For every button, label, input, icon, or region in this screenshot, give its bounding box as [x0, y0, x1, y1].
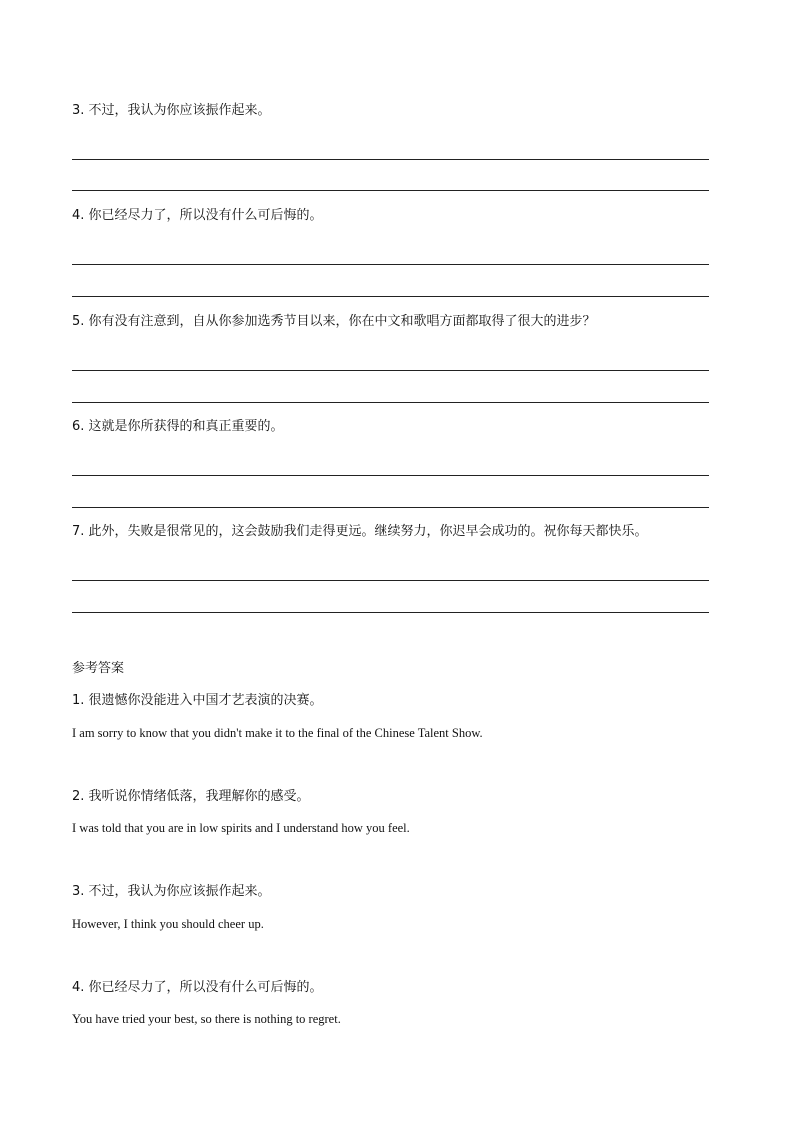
answer-3-chinese: 3. 不过，我认为你应该振作起来。: [72, 884, 271, 899]
answer-line: [72, 264, 709, 265]
answers-heading: 参考答案: [72, 661, 125, 676]
question-4-text: 4. 你已经尽力了，所以没有什么可后悔的。: [72, 208, 323, 223]
answer-3-english: However, I think you should cheer up.: [72, 917, 264, 931]
answer-1-english: I am sorry to know that you didn't make it to the final of the Chinese Talent Show.: [72, 726, 483, 740]
question-3-text: 3. 不过，我认为你应该振作起来。: [72, 103, 271, 118]
answer-2-chinese: 2. 我听说你情绪低落，我理解你的感受。: [72, 789, 310, 804]
answer-line: [72, 507, 709, 508]
answer-line: [72, 580, 709, 581]
answer-line: [72, 370, 709, 371]
answer-line: [72, 296, 709, 297]
answer-line: [72, 190, 709, 191]
answer-line: [72, 475, 709, 476]
answer-2-english: I was told that you are in low spirits and I understand how you feel.: [72, 821, 410, 835]
question-6-text: 6. 这就是你所获得的和真正重要的。: [72, 419, 284, 434]
question-5-text: 5. 你有没有注意到，自从你参加选秀节目以来，你在中文和歌唱方面都取得了很大的进步？: [72, 314, 596, 329]
answer-1-chinese: 1. 很遗憾你没能进入中国才艺表演的决赛。: [72, 693, 323, 708]
answer-4-english: You have tried your best, so there is nothing to regret.: [72, 1012, 341, 1026]
answer-line: [72, 159, 709, 160]
answer-4-chinese: 4. 你已经尽力了，所以没有什么可后悔的。: [72, 980, 323, 995]
answer-line: [72, 402, 709, 403]
answer-line: [72, 612, 709, 613]
question-7-text: 7. 此外，失败是很常见的，这会鼓励我们走得更远。继续努力，你迟早会成功的。祝你每天都快乐。: [72, 524, 648, 539]
